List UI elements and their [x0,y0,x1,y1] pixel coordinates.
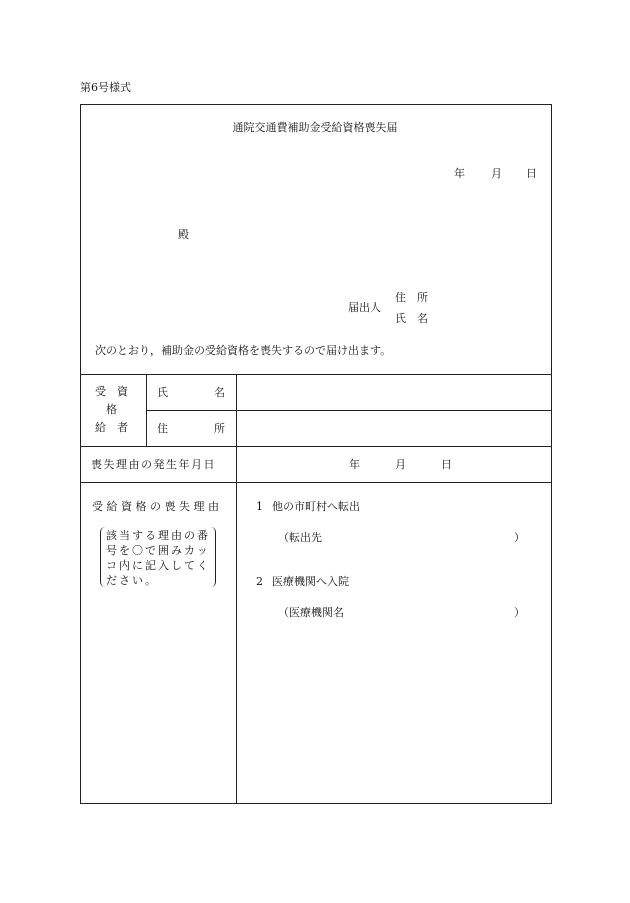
recipient-char-4: 給 [95,421,106,434]
table-divider-top [80,374,552,375]
table-divider-date [80,482,552,483]
addressee-suffix: 殿 [178,228,189,241]
address-label-part2: 所 [214,422,225,435]
reason-2-close: ） [514,606,525,619]
note-line: 該当する理由の番 [106,529,210,542]
loss-date-label: 喪失理由の発生年月日 [91,458,216,471]
reason-2-sub-label: （医療機関名 [278,606,344,619]
header-date-year: 年 [454,167,465,180]
name-label-part2: 名 [214,386,225,399]
statement-text: 次のとおり，補助金の受給資格を喪失するので届け出ます。 [95,344,392,357]
loss-date-day: 日 [441,458,452,471]
notifier-name-label: 氏 名 [395,312,428,325]
reason-1-sub-label: （転出先 [278,531,322,544]
table-divider-recipient [80,446,552,447]
note-line: コ内に記入してく [106,559,210,572]
notifier-label: 届出人 [348,301,381,314]
loss-reason-label: 受給資格の喪失理由 [92,500,223,513]
note-line: ださい。 [106,574,158,587]
table-divider-name-address [146,410,552,411]
instruction-note [106,528,210,588]
form-frame [80,104,552,804]
notifier-address-label: 住 所 [395,291,428,304]
reason-2-number: 2 [256,575,263,588]
address-label-part1: 住 [157,422,168,435]
reason-1-number: 1 [256,500,263,513]
recipient-char-2: 資 [117,385,128,398]
reason-2-text: 医療機関へ入院 [272,575,349,588]
recipient-char-1: 受 [95,385,106,398]
name-label-part1: 氏 [157,386,168,399]
recipient-char-5: 者 [117,421,128,434]
reason-1-close: ） [514,531,525,544]
loss-date-year: 年 [349,458,360,471]
table-vertical-recipient [146,374,147,446]
table-vertical-main [236,374,237,804]
form-title: 通院交通費補助金受給資格喪失届 [232,121,398,134]
form-number: 第6号様式 [80,81,131,94]
header-date-month: 月 [491,167,502,180]
note-line: 号を〇で囲みカッ [106,544,210,557]
recipient-char-3: 格 [106,403,117,416]
reason-1-text: 他の市町村へ転出 [272,500,360,513]
header-date-day: 日 [526,167,537,180]
loss-date-month: 月 [395,458,406,471]
